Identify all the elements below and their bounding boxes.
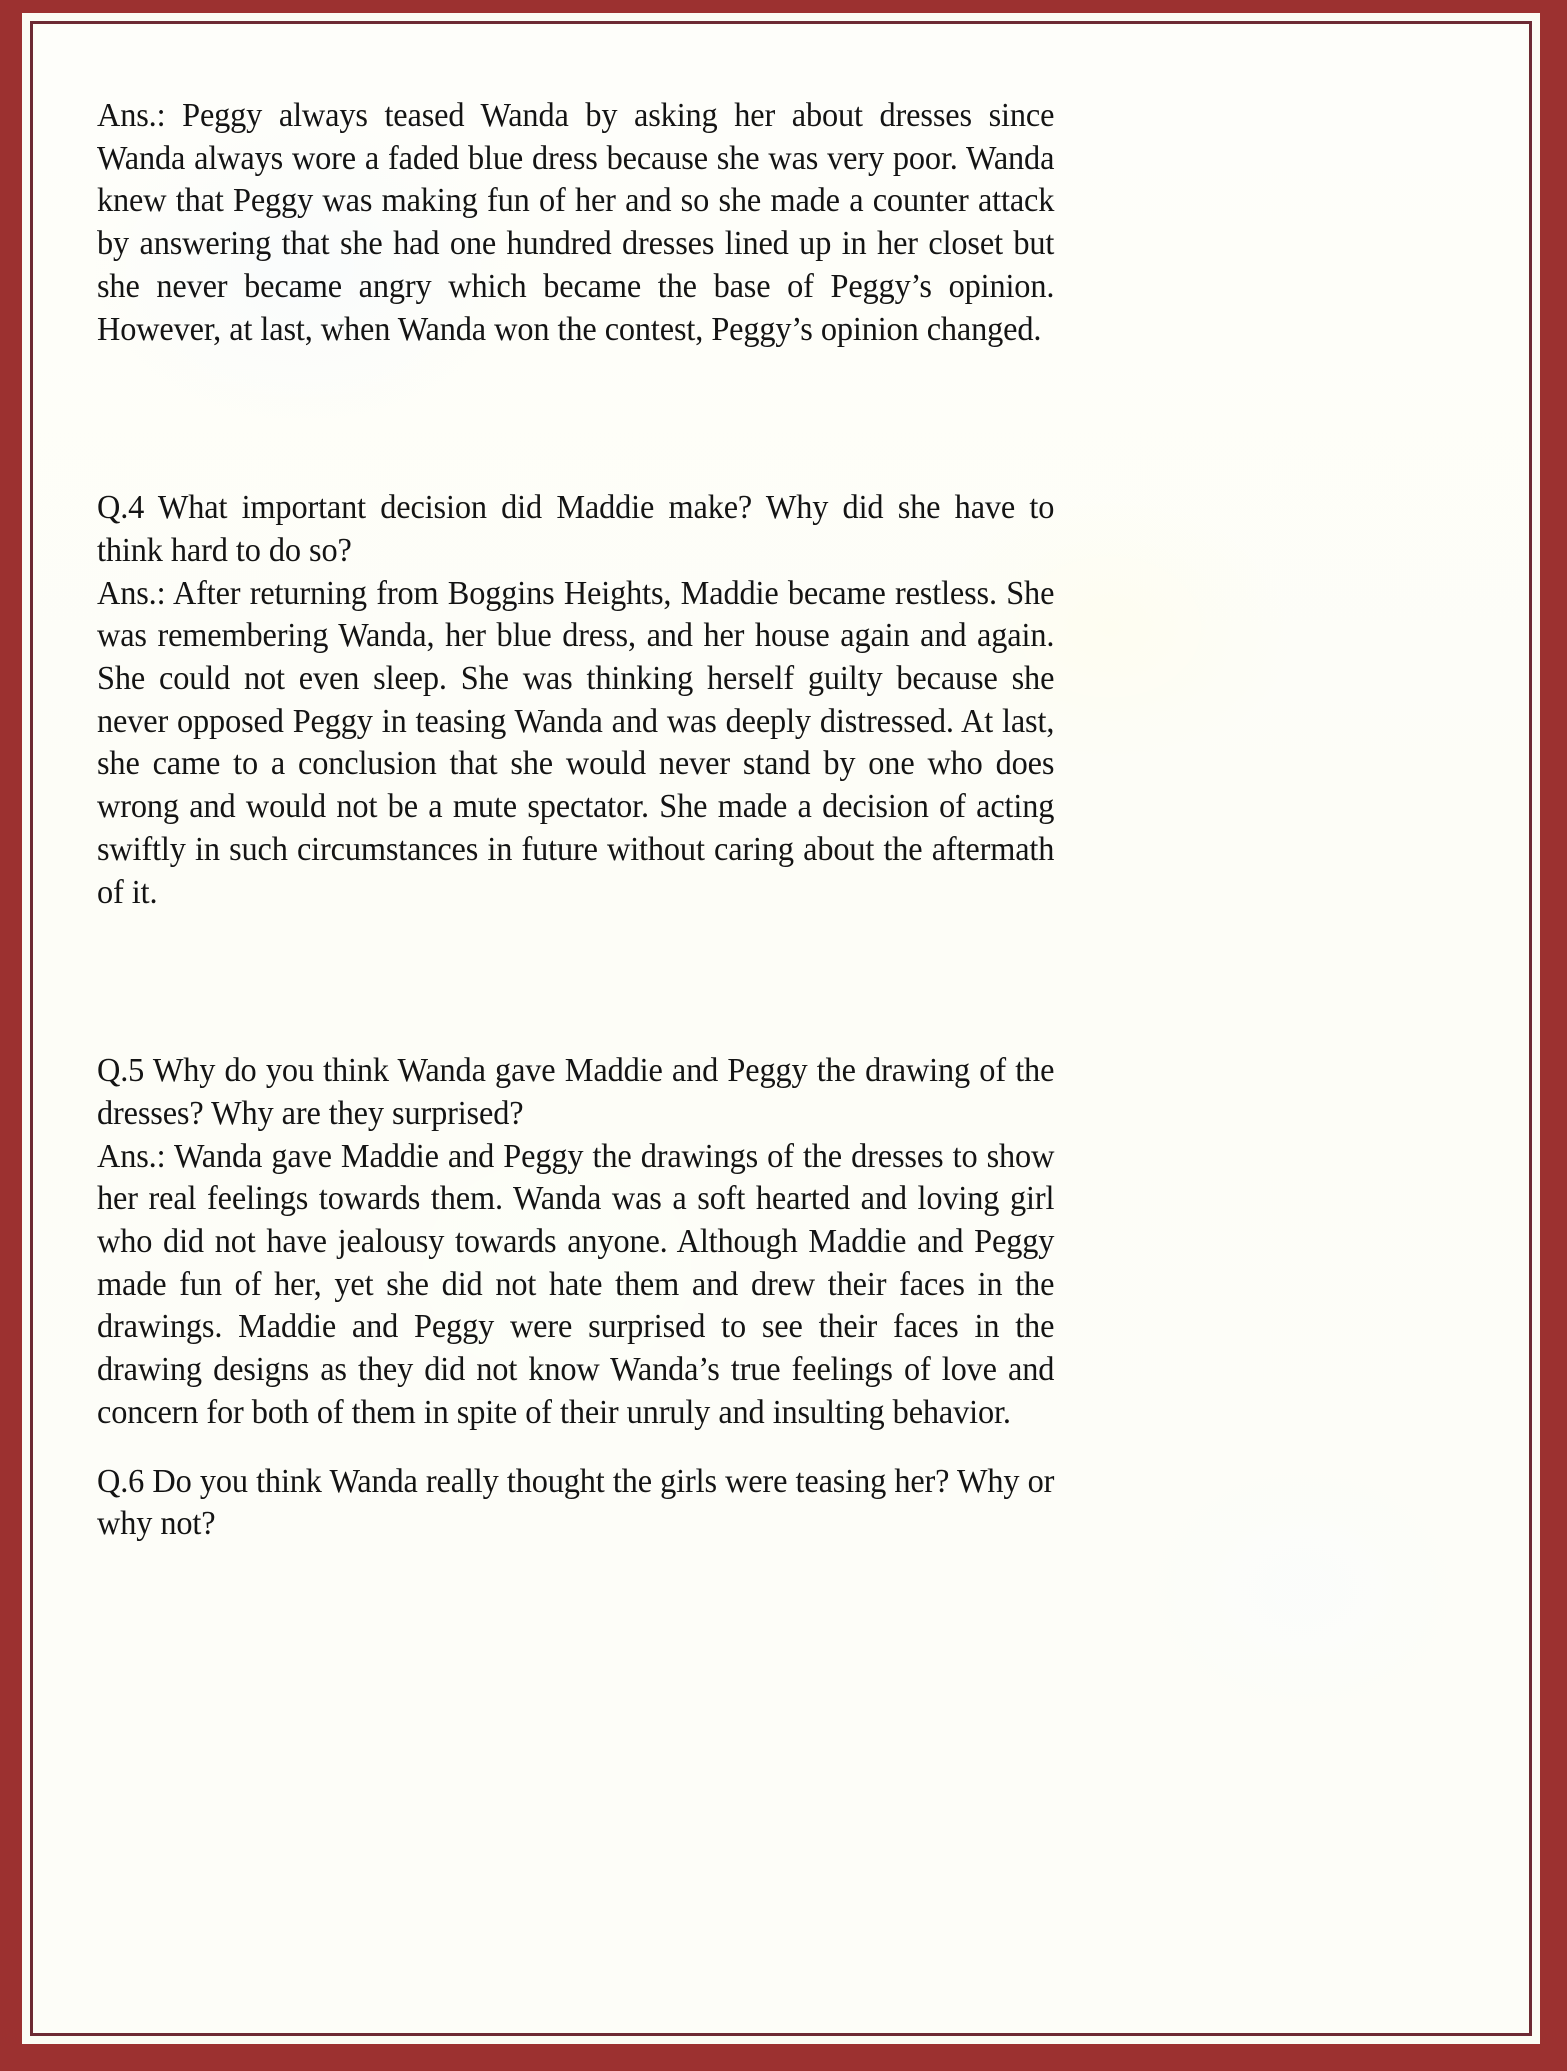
question-paragraph-q5: Q.5 Why do you think Wanda gave Maddie and Peggy the drawing of the dresses? Why are they surprised? <box>97 1052 1055 1132</box>
document-content <box>97 95 1089 1546</box>
answer-paragraph-q3: Ans.: Peggy always teased Wanda by asking her about dresses since Wanda always wore a faded blue dress because she was very poor. Wanda knew that Peggy was making fun of her and so she made a counter attack by answering that she had one hundred dresses lined up in her closet but she never became angry which became the base of Peggy’s opinion. However, at last, when Wanda won the contest, Peggy’s opinion changed. <box>97 97 1055 348</box>
question-paragraph-q4: Q.4 What important decision did Maddie make? Why did she have to think hard to do so? <box>97 489 1055 569</box>
block-spacer-1 <box>97 351 1089 487</box>
answer-paragraph-q5: Ans.: Wanda gave Maddie and Peggy the drawings of the dresses to show her real feelings towards them. Wanda was a soft hearted and loving girl who did not have jealousy towards anyone. Although Maddie and Peggy made fun of her, yet she did not hate them and drew their faces in the drawings. Maddie and Peggy were surprised to see their faces in the drawing designs as they did not know Wanda’s true feelings of love and concern for both of them in spite of their unruly and insulting behavior. <box>97 1137 1055 1431</box>
answer-paragraph-q4: Ans.: After returning from Boggins Heights, Maddie became restless. She was remembering Wanda, her blue dress, and her house again and again. She could not even sleep. She was thinking herself guilty because she never opposed Peggy in teasing Wanda and was deeply distressed. At last, she came to a conclusion that she would never stand by one who does wrong and would not be a mute spectator. She made a decision of acting swiftly in such circumstances in future without caring about the aftermath of it. <box>97 574 1055 911</box>
block-spacer-3 <box>97 1435 1089 1461</box>
block-spacer-2 <box>97 914 1089 1050</box>
paper-surface <box>35 26 1527 2031</box>
question-paragraph-q6: Q.6 Do you think Wanda really thought the girls were teasing her? Why or why not? <box>97 1462 1055 1543</box>
